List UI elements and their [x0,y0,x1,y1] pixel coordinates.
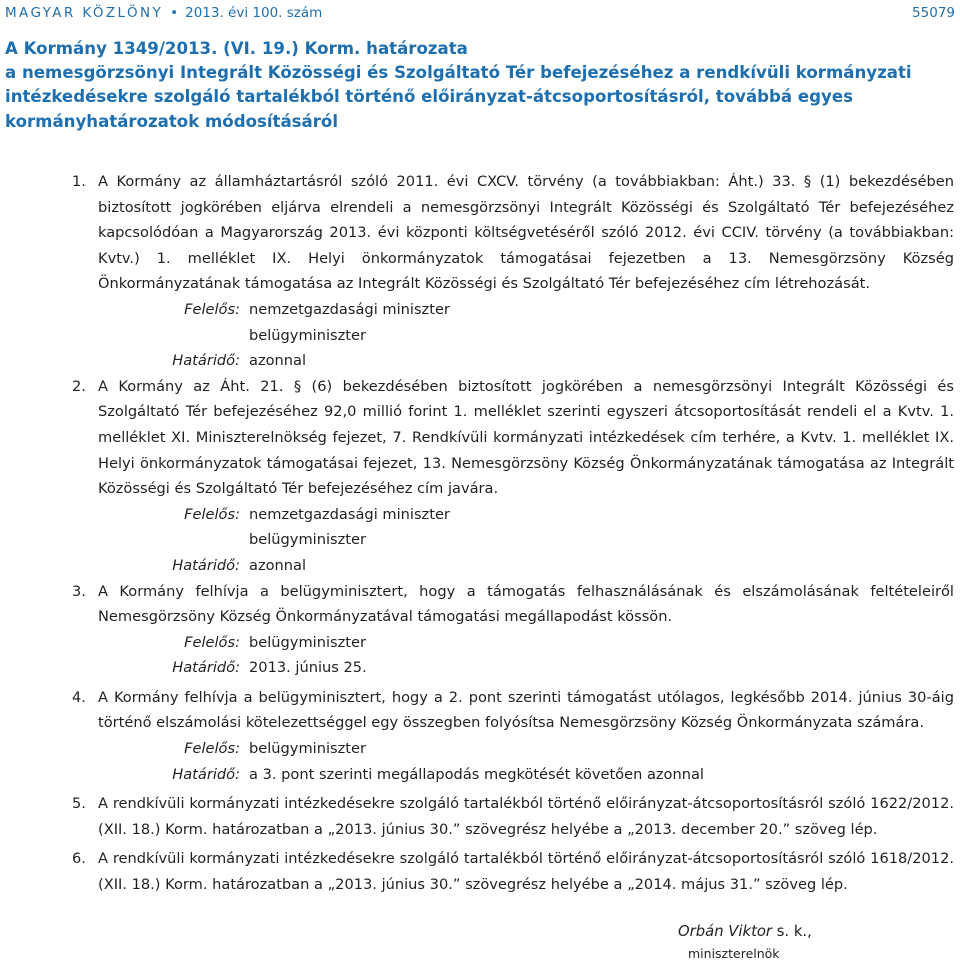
point-paragraph [72,846,954,897]
felelos-value: nemzetgazdasági miniszter [249,300,450,318]
journal-heading [5,5,322,21]
point-text: A Kormány felhívja a belügyminisztert, hogy a 2. pont szerinti támogatást utólagos, legkésőbb 2014. június 30-áig történő elszámolási kötelezettséggel egy összegben folyósítsa Nemesgörzsöny Község Önkormányzata számára. [98,688,954,732]
felelos-label: Felelős: [184,633,240,651]
point-text: A Kormány felhívja a belügyminisztert, hogy a támogatás felhasználásának és elszámolásának feltételeiről Nemesgörzsöny Község Önkormányzatával támogatási megállapodást kössön. [98,582,954,626]
hatarido-label: Határidő: [172,765,240,783]
point-paragraph [72,374,954,502]
responsibility-block [146,630,954,681]
resolution-body [72,169,954,898]
point-paragraph [72,169,954,297]
point-2 [72,374,954,579]
signatory-role: miniszterelnök [688,946,780,961]
resolution-title-line1: A Kormány 1349/2013. (VI. 19.) Korm. határozata [5,39,468,58]
point-number: 4. [72,688,86,706]
page-header [5,2,955,24]
point-number: 6. [72,850,86,868]
point-text: A rendkívüli kormányzati intézkedésekre szolgáló tartalékból történő előirányzat-átcsoportosításról szóló 1622/2012. (XII. 18.) Korm. határozatban a „2013. június 30.” szövegrész helyébe a „2013. december 20.” szöveg lép. [98,795,954,838]
point-paragraph [72,579,954,630]
point-paragraph [72,791,954,842]
hatarido-value: azonnal [249,556,307,574]
point-5 [72,791,954,842]
point-text: A rendkívüli kormányzati intézkedésekre szolgáló tartalékból történő előirányzat-átcsoportosításról szóló 1618/2012. (XII. 18.) Korm. határozatban a „2013. június 30.” szövegrész helyébe a „2014. május 31.” szöveg lép. [98,850,954,894]
point-number: 3. [72,582,86,600]
point-6 [72,846,954,897]
point-text: A Kormány az államháztartásról szóló 2011. évi CXCV. törvény (a továbbiakban: Áht.) 33. § (1) bekezdésében biztosított jogkörében eljárva elrendeli a nemesgörzsönyi Integrált Közösségi és Szolgáltató Tér befejezéséhez kapcsolódóan a Magyarország 2013. évi központi költségvetéséről szóló 2012. évi CCIV. törvény (a továbbiakban: Kvtv.) 1. melléklet IX. Helyi önkormányzatok támogatásai fejezetben a 13. Nemesgörzsöny Község Önkormányzatának támogatása az Integrált Közösségi és Szolgáltató Tér befejezéséhez cím létrehozását. [98,173,954,293]
hatarido-value: 2013. június 25. [249,659,367,677]
felelos-label: Felelős: [184,300,240,318]
hatarido-label: Határidő: [172,659,240,677]
page-number: 55079 [912,5,955,21]
felelos-value: belügyminiszter [249,326,366,344]
point-number: 1. [72,173,86,190]
signature-block [678,922,812,961]
signatory-name: Orbán Viktor [678,923,773,940]
hatarido-label: Határidő: [172,352,240,370]
felelos-value: belügyminiszter [249,740,366,758]
resolution-title-subject: a nemesgörzsönyi Integrált Közösségi és Szolgáltató Tér befejezéséhez a rendkívüli kormányzati intézkedésekre szolgáló tartalékból történő előirányzat-átcsoportosításról, továbbá egyes kormányhatározatok módosításáról [5,63,912,131]
signatory-suffix: s. k., [772,923,812,940]
felelos-value: belügyminiszter [249,531,366,549]
point-1 [72,169,954,374]
point-text: A Kormány az Áht. 21. § (6) bekezdésében biztosított jogkörében a nemesgörzsönyi Integrált Közösségi és Szolgáltató Tér befejezéséhez 92,0 millió forint 1. melléklet szerinti egyszeri átcsoportosítását rendeli el a Kvtv. 1. melléklet XI. Miniszterelnökség fejezet, 7. Rendkívüli kormányzati intézkedések cím terhére, a Kvtv. 1. melléklet IX. Helyi önkormányzatok támogatásai fejezet, 13. Nemesgörzsöny Község Önkormányzatának támogatása az Integrált Közösségi és Szolgáltató Tér befejezéséhez cím javára. [98,377,954,498]
header-bullet: • [170,5,179,21]
point-4 [72,685,954,787]
resolution-title [5,37,955,134]
hatarido-value: a 3. pont szerinti megállapodás megkötését követően azonnal [249,765,704,783]
point-number: 5. [72,795,86,813]
issue-label: 2013. évi 100. szám [185,5,323,21]
felelos-label: Felelős: [184,505,240,523]
responsibility-block [146,502,954,579]
responsibility-block [146,297,954,374]
felelos-value: belügyminiszter [249,633,366,651]
felelos-value: nemzetgazdasági miniszter [249,505,450,523]
journal-name: MAGYAR KÖZLÖNY [5,5,164,21]
hatarido-label: Határidő: [172,556,240,574]
felelos-label: Felelős: [184,740,240,758]
point-3 [72,579,954,681]
hatarido-value: azonnal [249,352,307,370]
point-number: 2. [72,377,86,395]
responsibility-block [146,736,954,787]
point-paragraph [72,685,954,736]
